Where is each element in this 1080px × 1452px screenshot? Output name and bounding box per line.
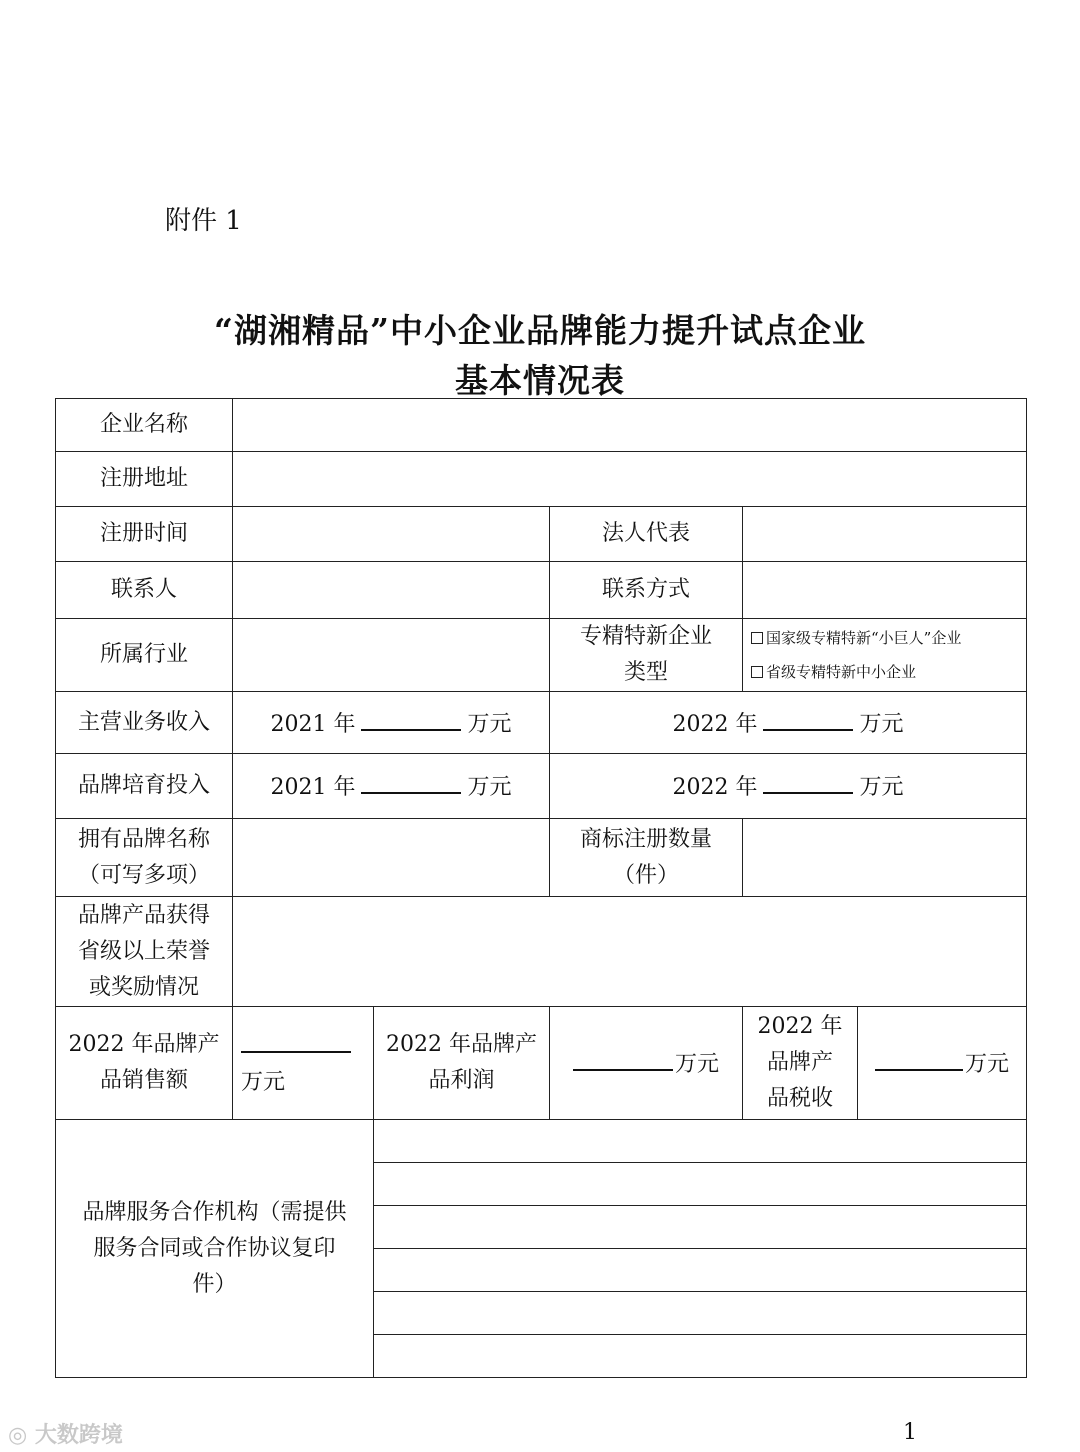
- company-name-label: 企业名称: [56, 399, 233, 452]
- row-honors: [56, 897, 1027, 1007]
- row-reg-address: [56, 452, 1027, 507]
- contact-label: 联系人: [56, 562, 233, 619]
- blank-line[interactable]: [763, 766, 853, 794]
- brand-invest-2022[interactable]: 2022 年 万元: [550, 754, 1027, 819]
- profit-label: 2022 年品牌产 品利润: [374, 1007, 550, 1120]
- legal-rep-field[interactable]: [743, 507, 1027, 562]
- srdi-options: [743, 619, 1027, 692]
- reg-address-field[interactable]: [233, 452, 1027, 507]
- contact-field[interactable]: [233, 562, 550, 619]
- row-brand-invest: [56, 754, 1027, 819]
- srdi-option-national[interactable]: 国家级专精特新“小巨人”企业: [751, 621, 1022, 655]
- reg-time-label: 注册时间: [56, 507, 233, 562]
- sales-label: 2022 年品牌产 品销售额: [56, 1007, 233, 1120]
- partner-entry-line[interactable]: [374, 1206, 1026, 1249]
- blank-line[interactable]: [763, 703, 853, 731]
- reg-time-field[interactable]: [233, 507, 550, 562]
- industry-label: 所属行业: [56, 619, 233, 692]
- trademark-label: 商标注册数量 （件）: [550, 819, 743, 897]
- contact-method-label: 联系方式: [550, 562, 743, 619]
- row-contact: [56, 562, 1027, 619]
- company-name-field[interactable]: [233, 399, 1027, 452]
- row-reg-time: [56, 507, 1027, 562]
- blank-line[interactable]: [875, 1043, 963, 1071]
- row-company-name: [56, 399, 1027, 452]
- row-main-revenue: [56, 692, 1027, 754]
- row-brand-financials: [56, 1007, 1027, 1120]
- main-revenue-label: 主营业务收入: [56, 692, 233, 754]
- brands-label: 拥有品牌名称 （可写多项）: [56, 819, 233, 897]
- brand-invest-2021[interactable]: 2021 年 万元: [233, 754, 550, 819]
- blank-line[interactable]: [573, 1043, 673, 1071]
- honors-field[interactable]: [233, 897, 1027, 1007]
- tax-label: 2022 年 品牌产 品税收: [743, 1007, 858, 1120]
- page-number: 1: [903, 1420, 917, 1445]
- partner-entry-line[interactable]: [374, 1335, 1026, 1377]
- partners-field: [374, 1120, 1027, 1378]
- watermark: ◎ 大数跨境: [8, 1423, 123, 1448]
- blank-line[interactable]: [241, 1025, 351, 1053]
- honors-label: 品牌产品获得 省级以上荣誉 或奖励情况: [56, 897, 233, 1007]
- main-revenue-2021[interactable]: 2021 年 万元: [233, 692, 550, 754]
- partner-entry-line[interactable]: [374, 1163, 1026, 1206]
- row-partners: [56, 1120, 1027, 1378]
- tax-field[interactable]: 万元: [858, 1007, 1027, 1120]
- main-revenue-2022[interactable]: 2022 年 万元: [550, 692, 1027, 754]
- profit-field[interactable]: 万元: [550, 1007, 743, 1120]
- industry-field[interactable]: [233, 619, 550, 692]
- blank-line[interactable]: [361, 766, 461, 794]
- partner-entry-line[interactable]: [374, 1292, 1026, 1335]
- blank-line[interactable]: [361, 703, 461, 731]
- row-industry: [56, 619, 1027, 692]
- attachment-label: 附件 1: [165, 206, 242, 236]
- sales-field[interactable]: 万元: [233, 1007, 374, 1120]
- form-title: “湖湘精品”中小企业品牌能力提升试点企业: [214, 311, 866, 350]
- row-brands: [56, 819, 1027, 897]
- srdi-type-label-line1: 专精特新企业: [579, 624, 712, 649]
- brands-field[interactable]: [233, 819, 550, 897]
- partners-label: 品牌服务合作机构（需提供 服务合同或合作协议复印 件）: [56, 1120, 374, 1378]
- contact-method-field[interactable]: [743, 562, 1027, 619]
- brand-invest-label: 品牌培育投入: [56, 754, 233, 819]
- checkbox-icon[interactable]: [751, 666, 763, 678]
- partner-entry-line[interactable]: [374, 1249, 1026, 1292]
- reg-address-label: 注册地址: [56, 452, 233, 507]
- trademark-field[interactable]: [743, 819, 1027, 897]
- srdi-option-provincial[interactable]: 省级专精特新中小企业: [751, 655, 1022, 689]
- form-subtitle: 基本情况表: [455, 361, 625, 400]
- srdi-type-label-line2: 类型: [623, 660, 668, 685]
- srdi-type-label: [550, 619, 743, 692]
- partner-entry-line[interactable]: [374, 1120, 1026, 1163]
- checkbox-icon[interactable]: [751, 632, 763, 644]
- legal-rep-label: 法人代表: [550, 507, 743, 562]
- info-form-table: [55, 398, 1027, 1378]
